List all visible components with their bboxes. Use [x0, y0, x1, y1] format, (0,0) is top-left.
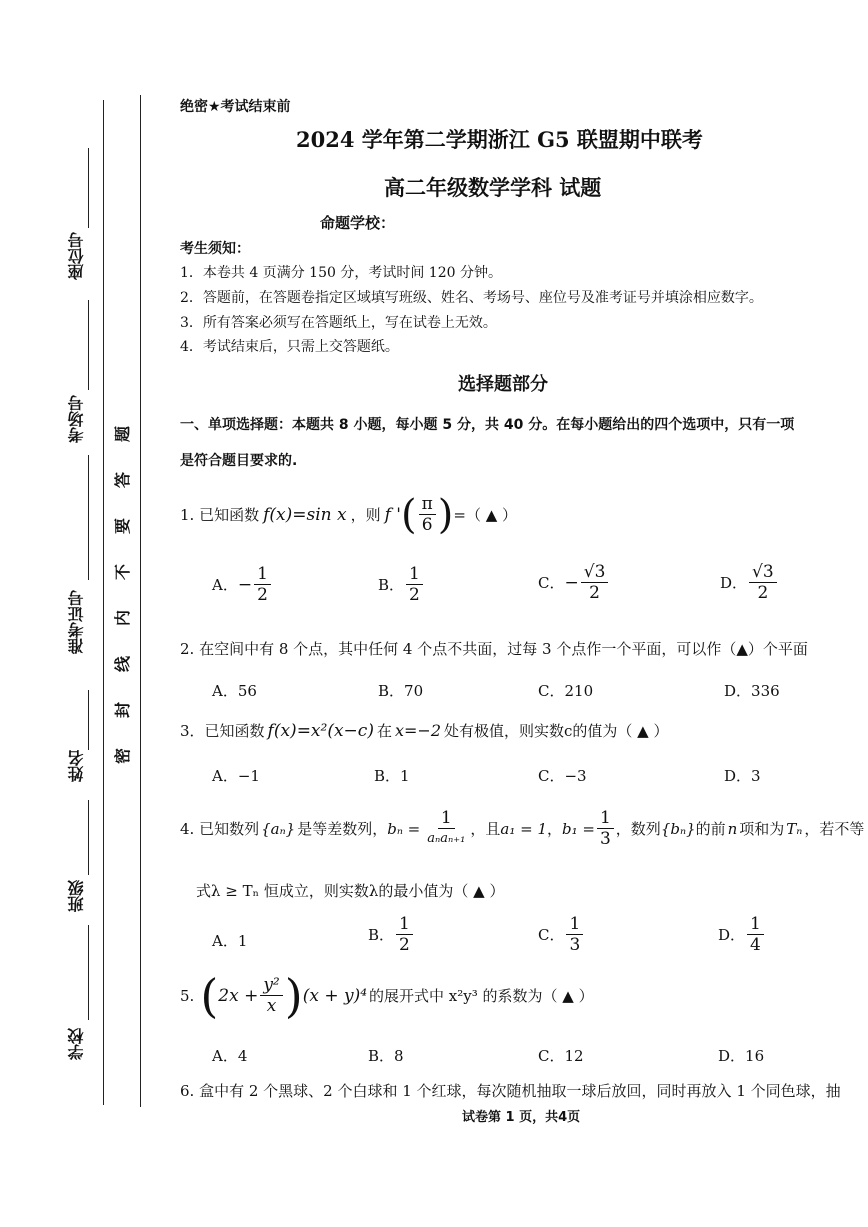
question-1 [180, 491, 518, 538]
q1-func: f(x)=sin x [263, 504, 347, 525]
section-instruction-2: 是符合题目要求的. [180, 453, 298, 469]
q4-mid5: 项和为 [739, 820, 785, 838]
exam-subtitle: 高二年级数学学科 试题 [384, 175, 602, 200]
q5-option-a[interactable]: A．4 [212, 1047, 248, 1065]
q3-option-c[interactable]: C．−3 [538, 767, 587, 785]
q1-option-c[interactable]: C． − $\frac{√3}{2}$ [538, 562, 610, 603]
question-3 [180, 720, 668, 741]
q1-option-d[interactable]: D． $\frac{√3}{2}$ [720, 562, 779, 603]
q5-frac: $\frac{\text{y²}}{x}$ [260, 975, 282, 1016]
question-4 [180, 808, 864, 849]
q3-option-b[interactable]: B．1 [374, 767, 410, 785]
q1-tail: =（ ▲ ） [453, 506, 518, 524]
q3-cond: x=−2 [394, 721, 441, 740]
class-field[interactable] [88, 800, 89, 875]
question-2: 2. 在空间中有 8 个点，其中任何 4 个点不共面，过每 3 个点作一个平面，可以作（▲）个平面 [180, 640, 808, 658]
name-label: 姓名 [67, 750, 86, 782]
q5-option-d[interactable]: D．16 [718, 1047, 765, 1065]
q4-mid2: ，且 [470, 820, 501, 838]
ticket-label: 准考证号 [67, 590, 86, 654]
school-line: 命题学校： [320, 214, 396, 232]
q5-expr-a: 2x + [218, 985, 259, 1006]
school-label: 学校 [67, 1028, 86, 1060]
q3-prefix: 3．已知函数 [180, 722, 265, 740]
q1-option-a[interactable]: A． − $\frac{1}{2}$ [212, 564, 273, 605]
q4-option-a[interactable]: A． 1 [212, 931, 248, 950]
q4-bn-frac: $\frac{1}{\text{aₙaₙ₊₁}}$ [427, 808, 466, 846]
seal-char: 答 [112, 471, 132, 489]
q4-prefix: 4. 已知数列 [180, 820, 260, 838]
page-footer: 试卷第 1 页，共4页 [462, 1110, 581, 1125]
q4-a1: a₁ = 1 [500, 819, 547, 838]
q4-option-b[interactable]: B． $\frac{1}{2}$ [368, 914, 415, 955]
q4-seq-b: {bₙ} [660, 819, 696, 838]
q4-b1-frac: $\frac{1}{3}$ [597, 808, 614, 849]
exam-title: 2024 学年第二学期浙江 G5 联盟期中联考 [296, 127, 703, 152]
q3-option-a[interactable]: A．−1 [212, 767, 260, 785]
question-4-line2: 式λ ≥ Tₙ 恒成立，则实数λ的最小值为（ ▲ ） [196, 882, 505, 900]
q1-lparen: ( [400, 491, 417, 538]
room-label: 考场号 [67, 395, 86, 443]
notice-item: 1．本卷共 4 页满分 150 分，考试时间 120 分钟。 [180, 265, 502, 281]
q3-option-d[interactable]: D．3 [724, 767, 761, 785]
name-field[interactable] [88, 690, 89, 750]
q3-func: f(x)=x²(x−c) [267, 720, 374, 741]
question-5 [180, 968, 594, 1023]
seal-char: 密 [112, 747, 132, 765]
notice-heading: 考生须知： [180, 241, 250, 257]
seat-label: 座位号 [67, 232, 86, 280]
notice-item: 3．所有答案必须写在答题纸上，写在试卷上无效。 [180, 315, 497, 331]
seal-char: 题 [112, 425, 132, 443]
seal-char: 线 [112, 655, 132, 673]
q4-bn: bₙ = [387, 819, 421, 838]
q1-deriv: f ' [384, 504, 401, 525]
q5-prefix: 5. [180, 986, 195, 1005]
q4-b1: b₁ = [562, 819, 595, 838]
class-label: 班级 [67, 880, 86, 912]
q4-mid4: 的前 [695, 820, 726, 838]
seal-char: 封 [112, 701, 132, 719]
school-field[interactable] [88, 925, 89, 1020]
q2-option-b[interactable]: B．70 [378, 682, 424, 700]
q5-option-c[interactable]: C．12 [538, 1047, 584, 1065]
q1-option-b[interactable]: B． $\frac{1}{2}$ [378, 564, 425, 605]
q5-option-b[interactable]: B．8 [368, 1047, 404, 1065]
q4-tn: Tₙ [786, 819, 803, 838]
section-title: 选择题部分 [458, 374, 548, 395]
seal-char: 内 [112, 609, 132, 627]
q1-prefix: 1. 已知函数 [180, 506, 260, 524]
q4-mid3: ，数列 [615, 820, 661, 838]
section-instruction: 一、单项选择题：本题共 8 小题，每小题 5 分，共 40 分。在每小题给出的四个选项中，只有一项 [180, 417, 795, 433]
room-field[interactable] [88, 300, 89, 390]
question-6: 6. 盒中有 2 个黑球、2 个白球和 1 个红球，每次随机抽取一球后放回，同时再放入 1 个同色球，抽 [180, 1082, 841, 1100]
q1-arg: $\frac{\pi}{6}$ [419, 494, 436, 535]
q5-tail: 的展开式中 x²y³ 的系数为（ ▲ ） [369, 987, 594, 1005]
q5-rparen: ) [284, 968, 303, 1023]
q4-mid1: 是等差数列， [297, 820, 388, 838]
q5-expr-b: (x + y)⁴ [302, 985, 368, 1006]
q3-mid: 在 [376, 722, 392, 740]
ticket-field[interactable] [88, 455, 89, 580]
seal-char: 要 [112, 517, 132, 535]
q5-lparen: ( [200, 968, 219, 1023]
q2-option-d[interactable]: D．336 [724, 682, 780, 700]
q1-mid: ，则 [350, 506, 381, 524]
notice-item: 2．答题前，在答题卷指定区域填写班级、姓名、考场号、座位号及准考证号并填涂相应数字。 [180, 290, 763, 306]
q2-option-a[interactable]: A．56 [212, 682, 257, 700]
q2-option-c[interactable]: C．210 [538, 682, 594, 700]
q4-seq-a: {aₙ} [261, 819, 296, 838]
seal-line-text [112, 425, 134, 765]
q4-n: n [727, 819, 738, 838]
binding-line-outer [103, 100, 104, 1105]
q4-option-d[interactable]: D． $\frac{1}{4}$ [718, 914, 766, 955]
q4-option-c[interactable]: C． $\frac{1}{3}$ [538, 914, 585, 955]
q4-tail: ，若不等 [804, 820, 865, 838]
seal-char: 不 [112, 563, 132, 581]
secret-mark: 绝密★考试结束前 [180, 99, 291, 115]
notice-item: 4．考试结束后，只需上交答题纸。 [180, 339, 399, 355]
q1-rparen: ) [437, 491, 454, 538]
q4-comma: ， [547, 820, 563, 838]
q3-tail: 处有极值，则实数c的值为（ ▲ ） [444, 722, 669, 740]
seat-field[interactable] [88, 148, 89, 228]
binding-line-inner [140, 95, 141, 1107]
